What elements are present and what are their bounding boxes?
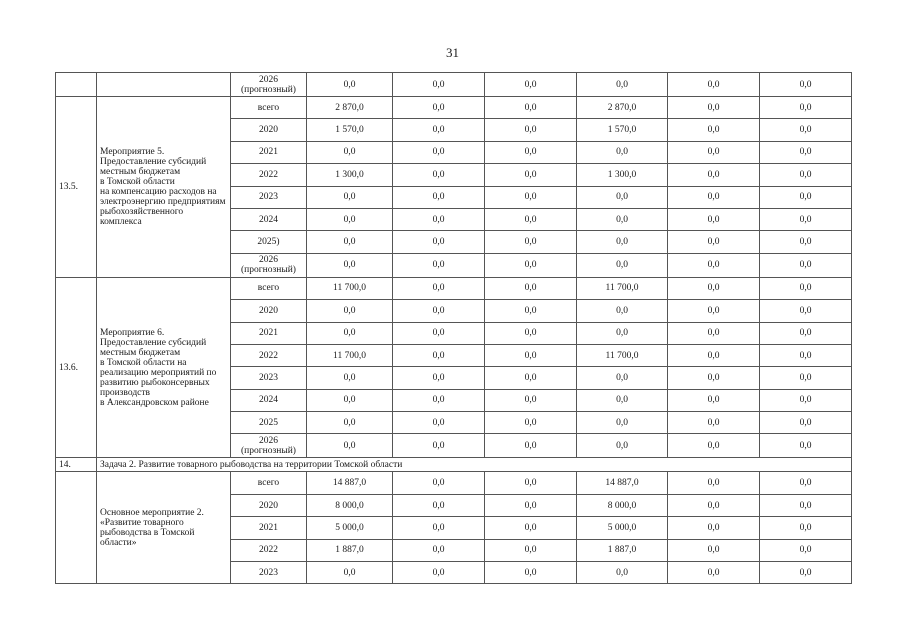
value-cell: 0,0	[668, 164, 760, 186]
value-cell: 0,0	[393, 322, 485, 344]
value-cell: 0,0	[760, 434, 852, 458]
page-number: 31	[446, 45, 459, 60]
value-cell: 0,0	[485, 517, 577, 539]
value-cell: 0,0	[668, 494, 760, 516]
table-row	[56, 73, 852, 97]
value-cell: 0,0	[760, 97, 852, 119]
value-cell: 0,0	[485, 300, 577, 322]
value-cell: 0,0	[760, 412, 852, 434]
value-cell: 8 000,0	[577, 494, 668, 516]
value-cell: 1 887,0	[577, 539, 668, 561]
value-cell: 0,0	[760, 231, 852, 253]
value-cell: 0,0	[668, 277, 760, 299]
value-cell: 1 887,0	[307, 539, 393, 561]
value-cell: 0,0	[760, 472, 852, 494]
value-cell: 0,0	[485, 562, 577, 584]
value-cell: 1 570,0	[577, 119, 668, 141]
table-row	[56, 472, 852, 494]
year-cell: 2020	[231, 300, 307, 322]
value-cell: 1 300,0	[577, 164, 668, 186]
year-cell: всего	[231, 472, 307, 494]
value-cell: 0,0	[485, 322, 577, 344]
value-cell: 0,0	[393, 562, 485, 584]
value-cell: 0,0	[307, 253, 393, 277]
value-cell: 0,0	[485, 434, 577, 458]
value-cell: 0,0	[307, 562, 393, 584]
year-cell: 2021	[231, 141, 307, 163]
value-cell: 0,0	[760, 119, 852, 141]
value-cell: 0,0	[668, 73, 760, 97]
value-cell: 14 887,0	[577, 472, 668, 494]
value-cell: 0,0	[760, 277, 852, 299]
value-cell: 0,0	[393, 164, 485, 186]
value-cell: 0,0	[393, 300, 485, 322]
value-cell: 2 870,0	[577, 97, 668, 119]
value-cell: 0,0	[485, 344, 577, 366]
value-cell: 0,0	[577, 322, 668, 344]
year-cell: 2020	[231, 119, 307, 141]
measure-name	[97, 73, 231, 97]
year-cell: 2022	[231, 344, 307, 366]
value-cell: 0,0	[668, 300, 760, 322]
value-cell: 0,0	[760, 344, 852, 366]
value-cell: 0,0	[307, 434, 393, 458]
value-cell: 0,0	[760, 389, 852, 411]
value-cell: 0,0	[668, 517, 760, 539]
value-cell: 1 300,0	[307, 164, 393, 186]
measure-name: Мероприятие 5. Предоставление субсидий местным бюджетам в Томской области на компенсацию расходов на электроэнергию предприятиям рыбохозяйственного комплекса	[97, 97, 231, 278]
row-number: 14.	[56, 458, 97, 472]
value-cell: 0,0	[668, 119, 760, 141]
value-cell: 0,0	[760, 253, 852, 277]
value-cell: 0,0	[307, 186, 393, 208]
value-cell: 0,0	[760, 562, 852, 584]
year-cell: 2023	[231, 186, 307, 208]
value-cell: 0,0	[393, 208, 485, 230]
value-cell: 1 570,0	[307, 119, 393, 141]
value-cell: 0,0	[307, 208, 393, 230]
value-cell: 0,0	[668, 367, 760, 389]
value-cell: 0,0	[577, 231, 668, 253]
measure-name: Основное мероприятие 2. «Развитие товарного рыбоводства в Томской области»	[97, 472, 231, 584]
value-cell: 0,0	[393, 412, 485, 434]
value-cell: 0,0	[485, 186, 577, 208]
year-cell: 2021	[231, 322, 307, 344]
year-cell: 2023	[231, 562, 307, 584]
value-cell: 0,0	[668, 539, 760, 561]
value-cell: 0,0	[668, 97, 760, 119]
year-cell: 2026 (прогнозный)	[231, 73, 307, 97]
value-cell: 0,0	[307, 141, 393, 163]
value-cell: 8 000,0	[307, 494, 393, 516]
year-cell: 2025)	[231, 231, 307, 253]
value-cell: 0,0	[307, 412, 393, 434]
budget-table	[55, 72, 852, 584]
measure-name: Мероприятие 6. Предоставление субсидий местным бюджетам в Томской области на реализацию мероприятий по развитию рыбоконсервных производств в Александровском районе	[97, 277, 231, 458]
year-cell: 2021	[231, 517, 307, 539]
year-cell: 2022	[231, 539, 307, 561]
value-cell: 0,0	[485, 119, 577, 141]
value-cell: 0,0	[668, 253, 760, 277]
value-cell: 0,0	[668, 389, 760, 411]
value-cell: 0,0	[668, 344, 760, 366]
value-cell: 0,0	[485, 164, 577, 186]
value-cell: 5 000,0	[307, 517, 393, 539]
year-cell: 2023	[231, 367, 307, 389]
value-cell: 0,0	[760, 517, 852, 539]
value-cell: 0,0	[393, 472, 485, 494]
table-row	[56, 277, 852, 299]
value-cell: 0,0	[485, 231, 577, 253]
value-cell: 0,0	[393, 119, 485, 141]
value-cell: 0,0	[393, 186, 485, 208]
year-cell: 2025	[231, 412, 307, 434]
year-cell: 2024	[231, 389, 307, 411]
value-cell: 0,0	[577, 186, 668, 208]
value-cell: 0,0	[485, 367, 577, 389]
value-cell: 0,0	[577, 389, 668, 411]
value-cell: 0,0	[393, 253, 485, 277]
value-cell: 0,0	[393, 141, 485, 163]
year-cell: 2022	[231, 164, 307, 186]
table-row	[56, 97, 852, 119]
year-cell: всего	[231, 277, 307, 299]
value-cell: 0,0	[485, 97, 577, 119]
value-cell: 0,0	[760, 186, 852, 208]
value-cell: 0,0	[577, 253, 668, 277]
value-cell: 0,0	[393, 97, 485, 119]
value-cell: 0,0	[393, 539, 485, 561]
value-cell: 0,0	[307, 322, 393, 344]
value-cell: 0,0	[760, 494, 852, 516]
year-cell: 2020	[231, 494, 307, 516]
value-cell: 0,0	[485, 539, 577, 561]
value-cell: 0,0	[307, 73, 393, 97]
year-cell: 2026 (прогнозный)	[231, 434, 307, 458]
value-cell: 0,0	[393, 231, 485, 253]
value-cell: 0,0	[668, 472, 760, 494]
value-cell: 0,0	[307, 231, 393, 253]
value-cell: 0,0	[485, 208, 577, 230]
row-number	[56, 472, 97, 584]
value-cell: 11 700,0	[577, 277, 668, 299]
value-cell: 0,0	[577, 367, 668, 389]
value-cell: 0,0	[760, 300, 852, 322]
value-cell: 0,0	[577, 73, 668, 97]
value-cell: 5 000,0	[577, 517, 668, 539]
value-cell: 0,0	[485, 472, 577, 494]
value-cell: 0,0	[577, 208, 668, 230]
value-cell: 11 700,0	[307, 344, 393, 366]
task-title: Задача 2. Развитие товарного рыбоводства на территории Томской области	[97, 458, 852, 472]
value-cell: 11 700,0	[577, 344, 668, 366]
value-cell: 2 870,0	[307, 97, 393, 119]
task-row	[56, 458, 852, 472]
year-cell: 2024	[231, 208, 307, 230]
value-cell: 0,0	[760, 208, 852, 230]
value-cell: 0,0	[577, 412, 668, 434]
value-cell: 11 700,0	[307, 277, 393, 299]
row-number: 13.5.	[56, 97, 97, 278]
row-number: 13.6.	[56, 277, 97, 458]
value-cell: 0,0	[485, 253, 577, 277]
value-cell: 0,0	[485, 412, 577, 434]
value-cell: 0,0	[485, 141, 577, 163]
year-cell: всего	[231, 97, 307, 119]
value-cell: 0,0	[393, 434, 485, 458]
value-cell: 0,0	[577, 300, 668, 322]
value-cell: 0,0	[485, 389, 577, 411]
row-number	[56, 73, 97, 97]
value-cell: 0,0	[577, 434, 668, 458]
value-cell: 0,0	[485, 73, 577, 97]
value-cell: 0,0	[307, 300, 393, 322]
value-cell: 0,0	[577, 141, 668, 163]
value-cell: 14 887,0	[307, 472, 393, 494]
value-cell: 0,0	[668, 186, 760, 208]
value-cell: 0,0	[760, 141, 852, 163]
value-cell: 0,0	[393, 73, 485, 97]
value-cell: 0,0	[393, 277, 485, 299]
value-cell: 0,0	[760, 539, 852, 561]
value-cell: 0,0	[307, 389, 393, 411]
value-cell: 0,0	[668, 412, 760, 434]
value-cell: 0,0	[668, 141, 760, 163]
value-cell: 0,0	[393, 344, 485, 366]
value-cell: 0,0	[668, 562, 760, 584]
value-cell: 0,0	[393, 389, 485, 411]
value-cell: 0,0	[485, 277, 577, 299]
value-cell: 0,0	[393, 494, 485, 516]
value-cell: 0,0	[760, 73, 852, 97]
value-cell: 0,0	[668, 208, 760, 230]
value-cell: 0,0	[668, 434, 760, 458]
value-cell: 0,0	[760, 164, 852, 186]
value-cell: 0,0	[485, 494, 577, 516]
value-cell: 0,0	[668, 322, 760, 344]
value-cell: 0,0	[393, 517, 485, 539]
value-cell: 0,0	[760, 322, 852, 344]
value-cell: 0,0	[760, 367, 852, 389]
year-cell: 2026 (прогнозный)	[231, 253, 307, 277]
value-cell: 0,0	[668, 231, 760, 253]
value-cell: 0,0	[307, 367, 393, 389]
value-cell: 0,0	[393, 367, 485, 389]
value-cell: 0,0	[577, 562, 668, 584]
